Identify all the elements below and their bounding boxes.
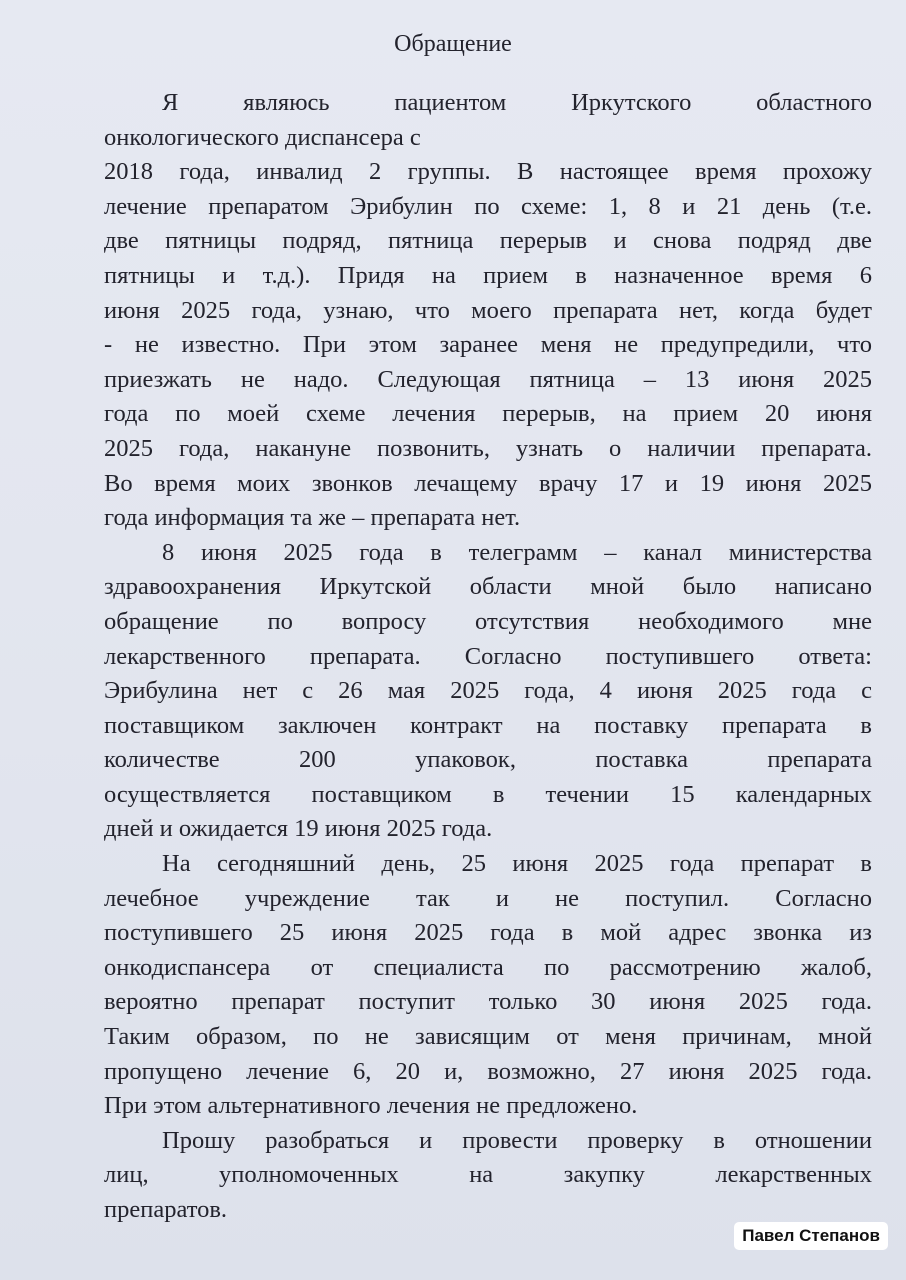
text-line: Прошу разобраться и провести проверку в отношении <box>162 1126 872 1154</box>
text-line: лиц, уполномоченных на закупку лекарственных <box>104 1161 872 1189</box>
text-line: дней и ожидается 19 июня 2025 года. <box>104 815 493 843</box>
text-line: При этом альтернативного лечения не предложено. <box>104 1092 638 1120</box>
text-line: две пятницы подряд, пятница перерыв и снова подряд две <box>104 227 872 255</box>
text-line: июня 2025 года, узнаю, что моего препарата нет, когда будет <box>104 296 872 324</box>
paragraph-3 <box>104 847 872 1124</box>
text-line: обращение по вопросу отсутствия необходимого мне <box>104 607 872 635</box>
text-line: Таким образом, по не зависящим от меня причинам, мной <box>104 1023 872 1051</box>
paragraph-4 <box>104 1124 872 1228</box>
text-line: поставщиком заключен контракт на поставку препарата в <box>104 711 872 739</box>
text-line: приезжать не надо. Следующая пятница – 13 июня 2025 <box>104 365 872 393</box>
text-line: препаратов. <box>104 1196 228 1223</box>
text-line: Я являюсь пациентом Иркутского областного <box>162 89 872 116</box>
text-line: Во время моих звонков лечащему врачу 17 и 19 июня 2025 <box>104 469 872 497</box>
text-line: года информация та же – препарата нет. <box>104 504 521 532</box>
author-signature-badge: Павел Степанов <box>734 1222 888 1250</box>
text-line: лечебное учреждение так и не поступил. Согласно <box>104 884 872 912</box>
paragraph-2 <box>104 536 872 847</box>
paragraph-1 <box>104 86 872 536</box>
text-line: онкодиспансера от специалиста по рассмотрению жалоб, <box>104 953 872 981</box>
text-line: осуществляется поставщиком в течении 15 календарных <box>104 780 872 808</box>
text-line: Эрибулина нет с 26 мая 2025 года, 4 июня 2025 года с <box>104 677 872 705</box>
text-line: 8 июня 2025 года в телеграмм – канал министерства <box>162 538 872 566</box>
text-line: 2025 года, накануне позвонить, узнать о наличии препарата. <box>104 434 872 462</box>
text-line: пятницы и т.д.). Придя на прием в назначенное время 6 <box>104 261 872 289</box>
text-line: - не известно. При этом заранее меня не предупредили, что <box>104 331 872 359</box>
text-line: 2018 года, инвалид 2 группы. В настоящее время прохожу <box>104 158 872 186</box>
text-line: здравоохранения Иркутской области мной было написано <box>104 573 872 601</box>
text-line: пропущено лечение 6, 20 и, возможно, 27 июня 2025 года. <box>104 1057 872 1085</box>
text-line: онкологического диспансера с <box>104 123 421 151</box>
text-line: поступившего 25 июня 2025 года в мой адрес звонка из <box>104 919 872 947</box>
text-line: вероятно препарат поступит только 30 июня 2025 года. <box>104 988 872 1016</box>
text-line: года по моей схеме лечения перерыв, на прием 20 июня <box>104 400 872 428</box>
text-line: лекарственного препарата. Согласно поступившего ответа: <box>104 642 872 670</box>
document-title: Обращение <box>394 31 512 57</box>
text-line: количестве 200 упаковок, поставка препарата <box>104 746 872 774</box>
text-line: лечение препаратом Эрибулин по схеме: 1, 8 и 21 день (т.е. <box>104 192 872 220</box>
text-line: На сегодняшний день, 25 июня 2025 года препарат в <box>162 850 872 878</box>
document-body <box>104 86 872 1228</box>
